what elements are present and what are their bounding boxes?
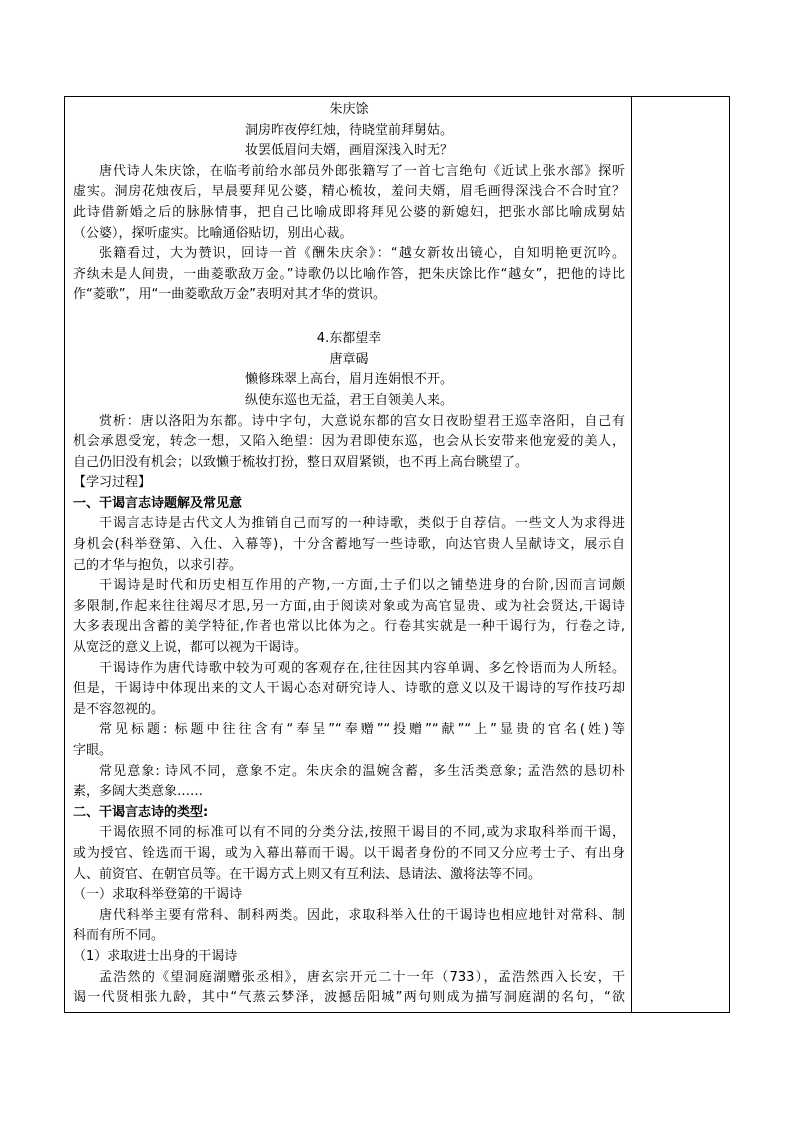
text-line: 唐代科举主要有常科、制科两类。因此，求取科举入仕的干谒诗也相应地针对常科、制 (99, 907, 625, 923)
text-line: 机会承恩受宠，转念一想，又陷入绝望：因为君即使东巡，也会从长安带来他宠爱的美人， (73, 434, 625, 450)
text-line: 洞房昨夜停红烛，待晓堂前拜舅姑。 (244, 122, 453, 138)
text-line: 但是，干谒诗中体现出来的文人干谒心态对研究诗人、诗歌的意义以及干谒诗的写作技巧却 (73, 681, 625, 697)
text-line: 干谒诗是时代和历史相互作用的产物,一方面,士子们以之铺垫进身的台阶,因而言词颇 (99, 578, 625, 594)
text-line: 常见意象: 诗风不同，意象不定。朱庆余的温婉含蓄，多生活类意象; 孟浩然的恳切朴 (99, 763, 625, 779)
text-line: 朱庆馀 (329, 102, 369, 117)
text-line: 是不容忽视的。 (73, 701, 165, 717)
text-line: 赏析：唐以洛阳为东都。诗中字句，大意说东都的宫女日夜盼望君王巡幸洛阳，自己有 (99, 413, 625, 429)
text-line: 人、前资官、在朝官员等。在干谒方式上则又有互利法、恳请法、激将法等不同。 (73, 866, 542, 882)
text-line: 从宽泛的意义上说，都可以视为干谒诗。 (73, 640, 308, 656)
text-line: 自己仍旧没有机会；以致懒于梳妆打扮，整日双眉紧锁，也不再上高台眺望了。 (73, 454, 529, 470)
text-line: 或为授官、铨选而干谒，或为入幕出幕而干谒。以干谒者身份的不同又分应考士子、有出身 (73, 845, 625, 861)
text-line: 【学习过程】 (73, 475, 152, 491)
text-line: 唐代诗人朱庆馀，在临考前给水部员外郎张籍写了一首七言绝句《近试上张水部》探听 (99, 163, 625, 179)
text-line: 素，多阔大类意象…… (73, 784, 204, 800)
text-line: 作“菱歌”，用“一曲菱歌敌万金”表明对其才华的赏识。 (73, 287, 386, 303)
text-line: 虚实。洞房花烛夜后，早晨要拜见公婆，精心梳妆，羞问夫婿，眉毛画得深浅合不合时宜？ (73, 184, 625, 200)
text-line: （公婆），探听虚实。比喻通俗贴切，别出心裁。 (73, 225, 353, 241)
text-line: （一）求取科举登第的干谒诗 (73, 887, 243, 903)
text-line: 谒一代贤相张九龄，其中“气蒸云梦泽，波撼岳阳城”两句则成为描写洞庭湖的名句，“欲 (73, 990, 625, 1006)
text-line: 孟浩然的《望洞庭湖赠张丞相》，唐玄宗开元二十一年（733），孟浩然西入长安，干 (99, 969, 625, 985)
main-text-cell (73, 101, 625, 1010)
text-line: 大多表现出含蓄的美学特征,作者也常以比体为之。行卷其实就是一种干谒行为，行卷之诗, (73, 619, 625, 635)
document-table (64, 96, 730, 1013)
text-line: 妆罢低眉问夫婿，画眉深浅入时无？ (244, 143, 453, 159)
text-line: 懒修珠翠上高台，眉月连娟恨不开。 (244, 372, 453, 388)
text-line: 科而有所不同。 (73, 928, 165, 944)
text-line: 字眼。 (73, 743, 113, 758)
text-line: 唐章碣 (329, 351, 369, 367)
text-line: 己的才华与抱负，以求引荐。 (73, 557, 243, 573)
text-line: 身机会(科举登第、入仕、入幕等)，十分含蓄地写一些诗歌，向达官贵人呈献诗文，展示自 (73, 537, 625, 553)
text-line: 此诗借新婚之后的脉脉情事，把自己比喻成即将拜见公婆的新媳妇，把张水部比喻成舅姑 (73, 204, 625, 220)
text-line: 干谒诗作为唐代诗歌中较为可观的客观存在,往往因其内容单调、多乞怜语而为人所轻。 (99, 660, 625, 676)
text-line: 多限制,作起来往往竭尽才思,另一方面,由于阅读对象或为高官显贵、或为社会贤达,干谒诗 (73, 598, 625, 614)
text-line: 一、干谒言志诗题解及常见意 (73, 495, 243, 511)
column-divider (631, 97, 632, 1012)
text-line: 干谒言志诗是古代文人为推销自己而写的一种诗歌，类似于自荐信。一些文人为求得进 (99, 516, 625, 532)
text-line: 干谒依照不同的标准可以有不同的分类分法,按照干谒目的不同,或为求取科举而干谒， (99, 825, 625, 841)
blank-line (73, 307, 625, 328)
text-line: 4.东都望幸 (316, 331, 382, 347)
text-line: 纵使东巡也无益，君王自领美人来。 (244, 392, 453, 408)
text-line: 常见标题: 标题中往往含有“奉呈”“奉赠”“投赠”“献”“上”显贵的官名(姓)等 (99, 722, 625, 738)
text-line: 齐纨未是人间贵，一曲菱歌敌万金。”诗歌仍以比喻作答，把朱庆馀比作“越女”，把他的诗比 (73, 266, 625, 282)
text-line: 二、干谒言志诗的类型: (73, 804, 209, 820)
text-line: （1）求取进士出身的干谒诗 (73, 948, 238, 964)
text-line: 张籍看过，大为赞识，回诗一首《酬朱庆余》：“越女新妆出镜心，自知明艳更沉吟。 (99, 246, 625, 262)
